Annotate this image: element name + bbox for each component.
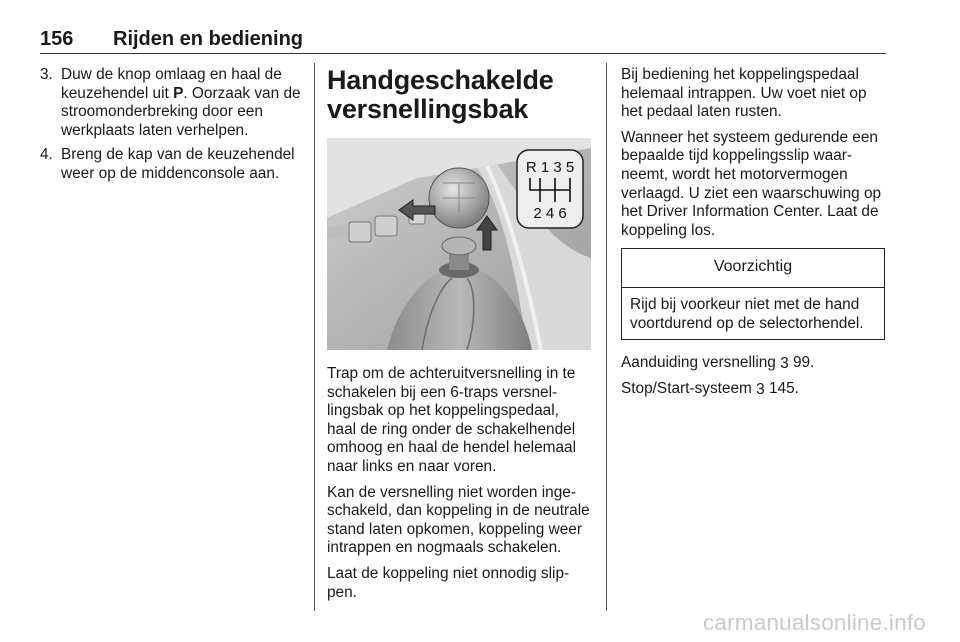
caution-box xyxy=(621,248,885,340)
paragraph: Trap om de achteruitversnelling in te schakelen bij een 6-traps versnellingsbak op het koppelingspedaal, haal de ring onder de schakelhendel omhoog en haal de hendel helemaal naar links en naar voren. xyxy=(327,365,577,475)
section-title: Rijden en bediening xyxy=(113,28,304,50)
column-3 xyxy=(621,66,887,405)
reference-arrow-icon: 3 xyxy=(756,380,765,398)
step-number: 4. xyxy=(40,146,53,164)
paragraph: Laat de koppeling niet onnodig slippen. xyxy=(327,564,570,601)
column-2 xyxy=(327,66,591,609)
column-divider xyxy=(314,63,315,611)
cross-reference: Stop/Start-systeem 3 145. xyxy=(621,379,799,398)
gear-pattern-top: R 1 3 5 xyxy=(525,159,575,176)
watermark: carmanualsonline.info xyxy=(702,610,926,635)
page-number: 156 xyxy=(40,28,74,50)
paragraph: Bij bediening het koppelingspedaal helemaal intrappen. Uw voet niet op het pedaal laten rusten. xyxy=(621,66,867,121)
subheading: Handgeschakelde versnellingsbak xyxy=(327,65,554,124)
header-rule xyxy=(40,53,886,54)
steps-list xyxy=(40,66,302,184)
gear-letter: P xyxy=(173,84,184,102)
gear-pattern-bottom: 2 4 6 xyxy=(533,205,567,222)
gear-shift-illustration xyxy=(327,138,591,350)
step-text: Breng de kap van de keuzehendel weer op de middenconsole aan. xyxy=(61,146,295,182)
step-number: 3. xyxy=(40,66,53,83)
paragraph: Kan de versnelling niet worden ingeschakeld, dan koppeling in de neutrale stand laten opkomen, koppeling weer intrappen en nogmaals schakelen. xyxy=(327,483,590,557)
column-divider xyxy=(606,63,607,611)
list-item xyxy=(40,146,302,183)
caution-title: Voorzichtig xyxy=(622,249,884,288)
step-text: Duw de knop omlaag en haal de keuzehendel uit P. Oorzaak van de stroomonderbreking door een werkplaats laten verhelpen. xyxy=(61,66,301,139)
paragraph: Wanneer het systeem gedurende een bepaalde tijd koppelingsslip waarneemt, wordt het motorvermogen verlaagd. U ziet een waarschuwing op het Driver Information Center. Laat de koppeling los. xyxy=(621,128,882,239)
caution-body: Rijd bij voorkeur niet met de hand voortdurend op de selectorhendel. xyxy=(630,295,864,332)
cross-reference: Aanduiding versnelling 3 99. xyxy=(621,354,815,373)
page-header xyxy=(40,28,886,52)
reference-arrow-icon: 3 xyxy=(780,355,789,373)
column-1 xyxy=(40,66,302,190)
list-item xyxy=(40,66,302,140)
